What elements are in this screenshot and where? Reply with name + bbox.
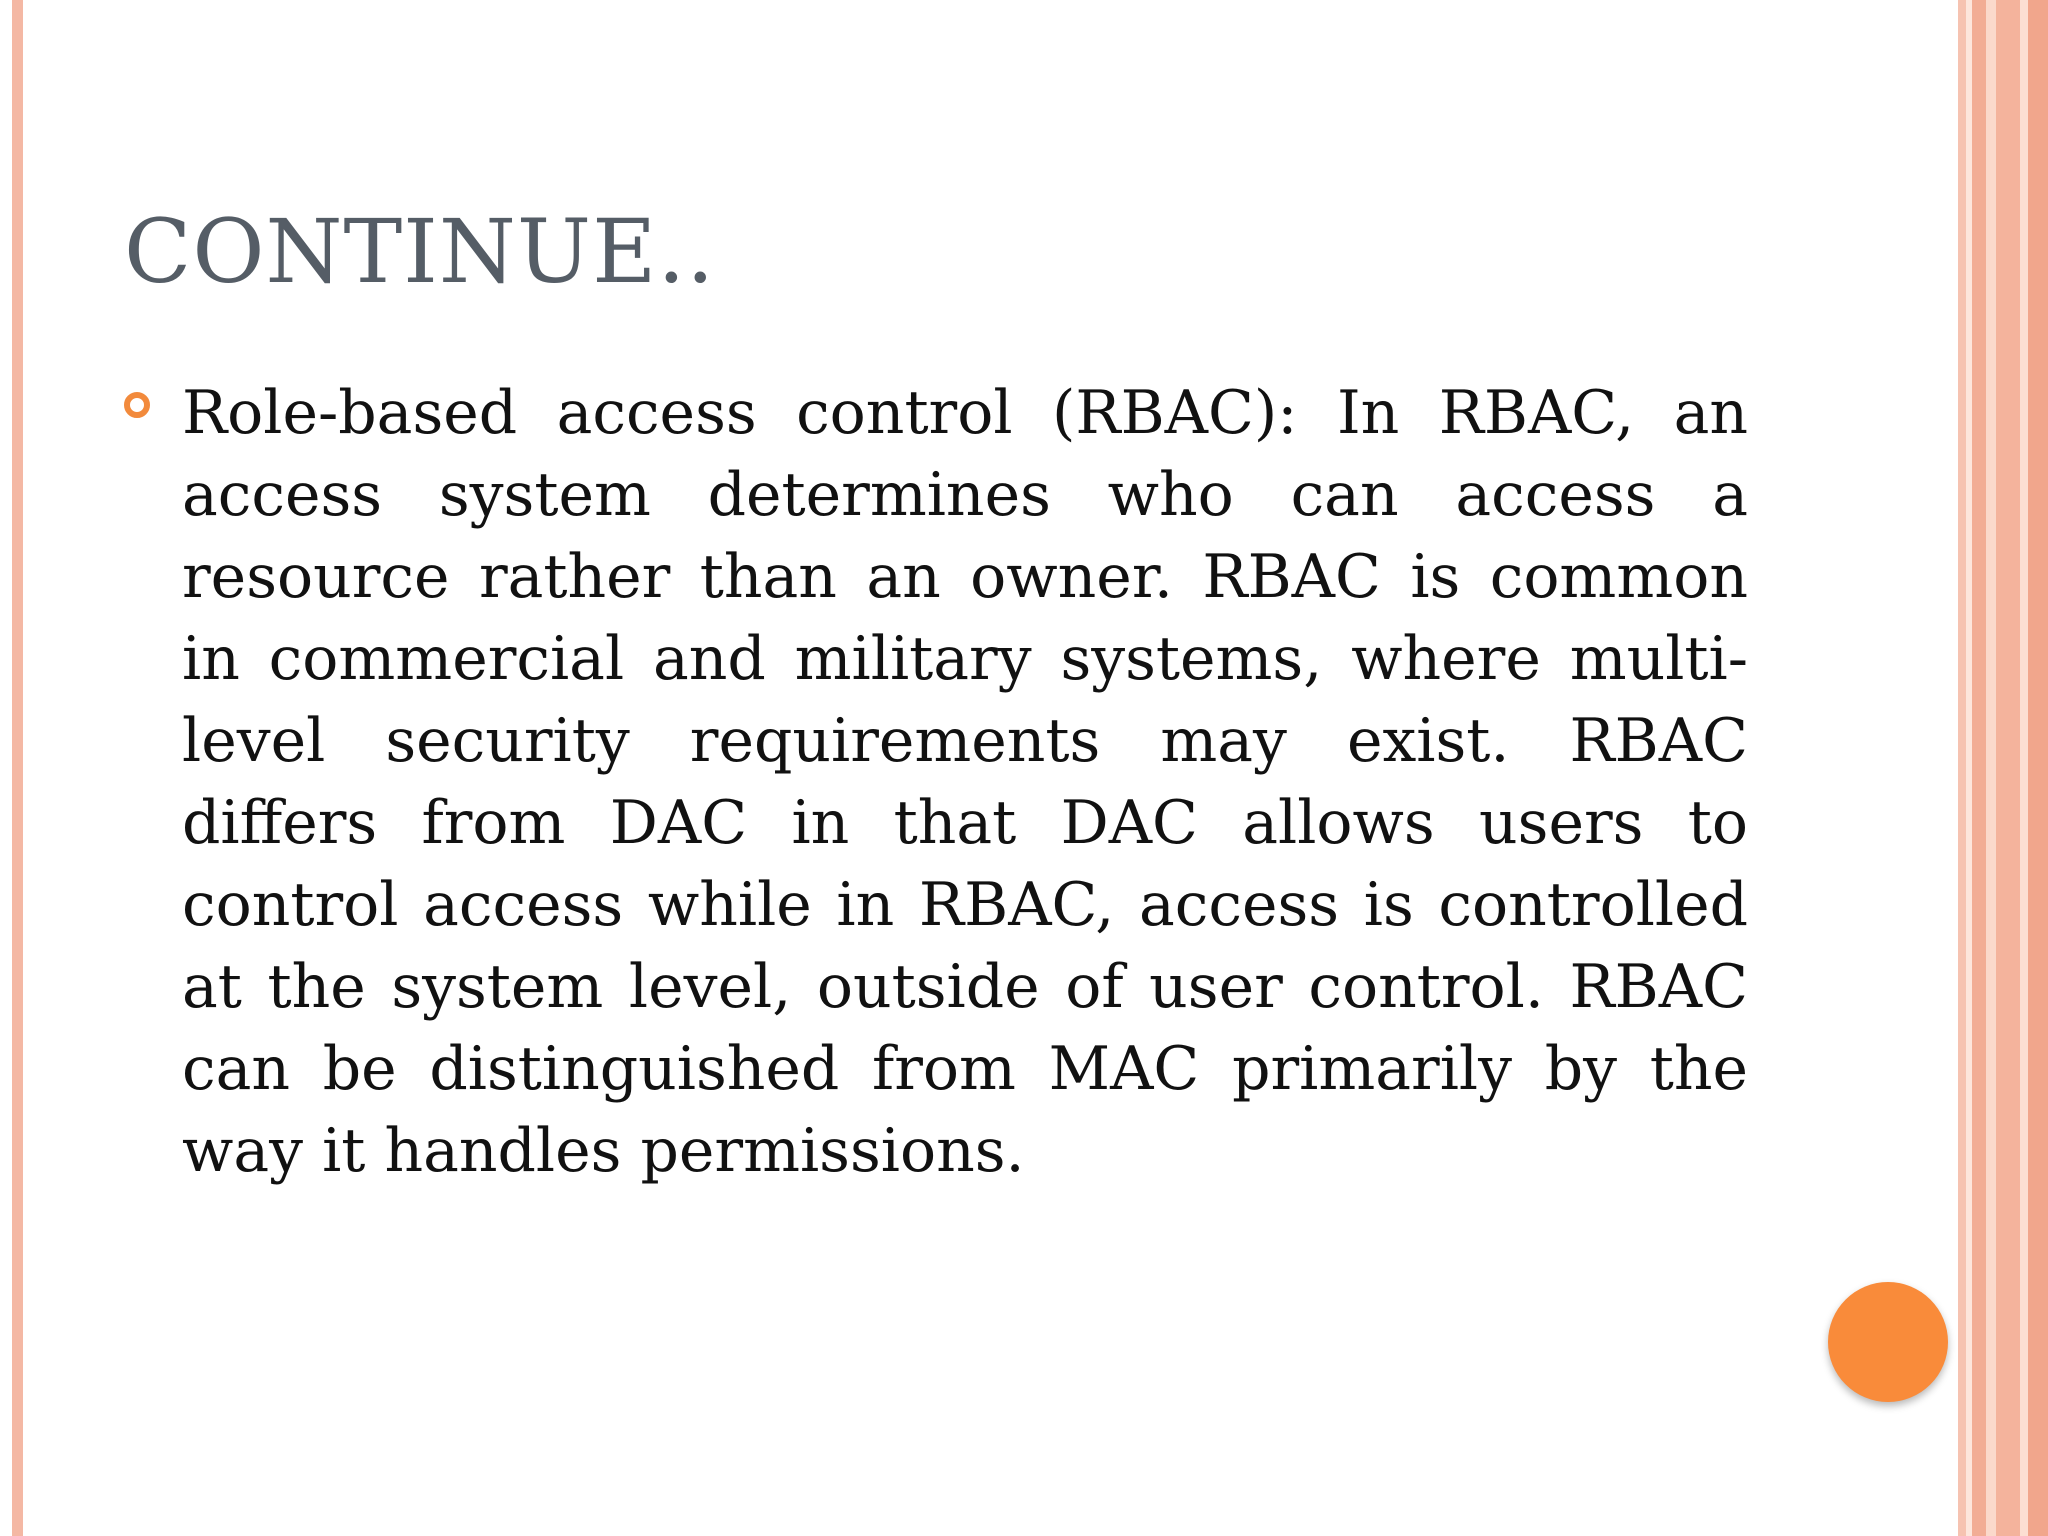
- right-border-stripe: [1958, 0, 1966, 1536]
- bullet-text: Role-based access control (RBAC): In RBAC, an access system determines who can access a resource rather than an owner. RBAC is common in commercial and military systems, where multi-level security requirements may exist. RBAC differs from DAC in that DAC allows users to control access while in RBAC, access is controlled at the system level, outside of user control. RBAC can be distinguished from MAC primarily by the way it handles permissions.: [182, 378, 1748, 1186]
- right-border-stripe: [1996, 0, 2020, 1536]
- right-border-stripe: [1986, 0, 1996, 1536]
- hollow-circle-bullet-icon: [124, 392, 150, 418]
- right-border-stripe: [2028, 0, 2048, 1536]
- bullet-item: [124, 372, 1754, 1192]
- left-border-stripe: [12, 0, 23, 1536]
- right-border-stripe: [1972, 0, 1986, 1536]
- right-border-stripe: [2020, 0, 2028, 1536]
- slide-title: CONTINUE..: [124, 200, 716, 303]
- orange-circle-icon: [1828, 1282, 1948, 1402]
